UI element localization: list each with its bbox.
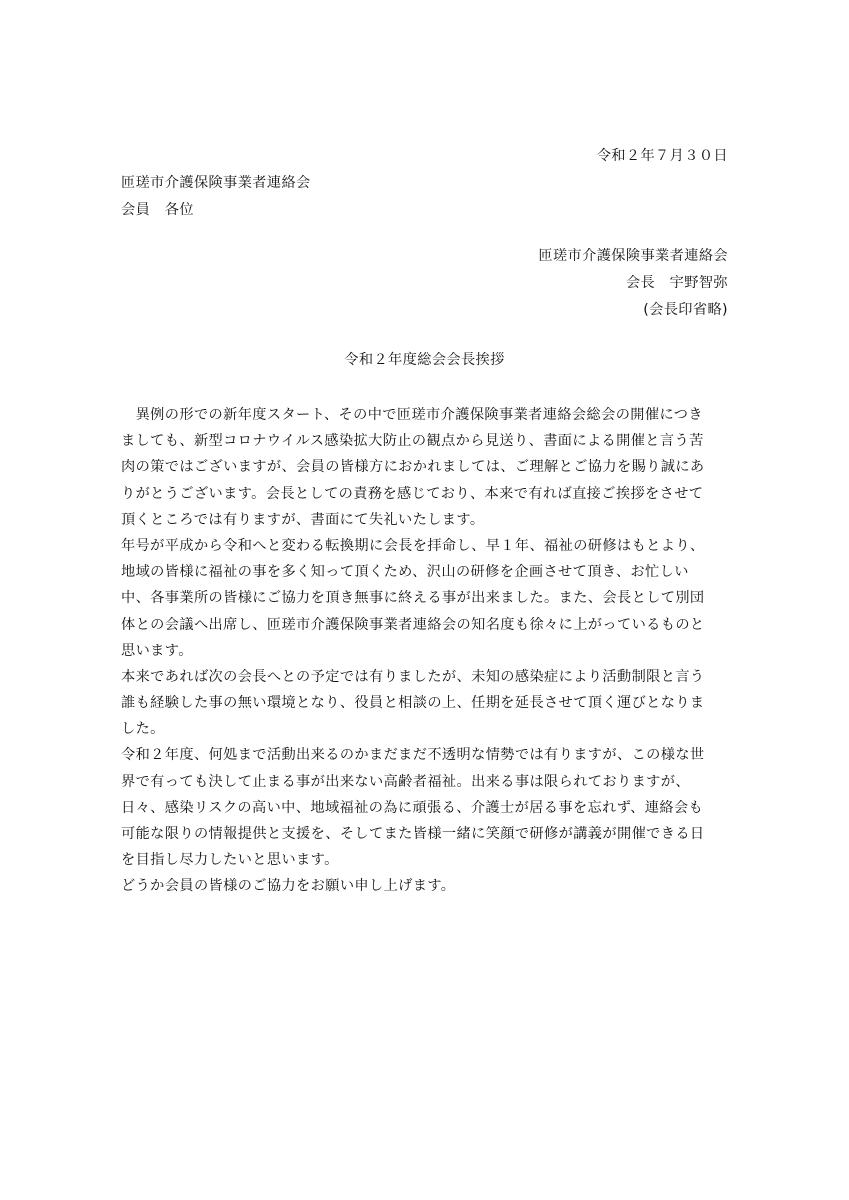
body-line: した。	[121, 721, 165, 738]
sender-chairperson: 会長 宇野智弥	[625, 275, 728, 291]
body-line: 思います。	[121, 642, 193, 659]
body-line: どうか会員の皆様のご協力をお願い申し上げます。	[121, 878, 456, 895]
body-line: 中、各事業所の皆様にご協力を頂き無事に終える事が出来ました。また、会長として別団	[121, 590, 705, 607]
body-line: 誰も経験した事の無い環境となり、役員と相談の上、任期を延長させて頂く運びとなりま	[121, 695, 705, 712]
body-line: 可能な限りの情報提供と支援を、そしてまた皆様一緒に笑顔で研修が講義が開催できる日	[121, 826, 705, 842]
document-title: 令和２年度総会会長挨拶	[344, 352, 505, 368]
body-line: 本来であれば次の会長へとの予定では有りましたが、未知の感染症により活動制限と言う	[121, 668, 705, 685]
body-line: 異例の形での新年度スタート、その中で匝瑳市介護保険事業者連絡会総会の開催につき	[121, 407, 703, 423]
recipient-members: 会員 各位	[121, 202, 194, 218]
recipient-organization: 匝瑳市介護保険事業者連絡会	[121, 175, 311, 191]
seal-omitted-note: (会長印省略)	[643, 302, 728, 318]
sender-organization: 匝瑳市介護保険事業者連絡会	[538, 248, 728, 264]
letter-date: 令和２年７月３０日	[596, 148, 728, 164]
body-line: 肉の策ではございますが、会員の皆様方におかれましては、ご理解とご協力を賜り誠にあ	[121, 459, 705, 476]
body-line: を目指し尽力したいと思います。	[121, 852, 339, 869]
body-line: 頂くところでは有りますが、書面にて失礼いたします。	[121, 511, 485, 528]
body-line: 地域の皆様に福祉の事を多く知って頂くため、沢山の研修を企画させて頂き、お忙しい	[121, 564, 689, 581]
body-line: 日々、感染リスクの高い中、地域福祉の為に頑張る、介護士が居る事を忘れず、連絡会も	[121, 799, 704, 816]
body-line: りがとうございます。会長としての責務を感じており、本来で有れば直接ご挨拶をさせて	[121, 485, 704, 502]
body-line: 年号が平成から令和へと変わる転換期に会長を拝命し、早１年、福祉の研修はもとより、	[121, 537, 705, 554]
body-line: 体との会議へ出席し、匝瑳市介護保険事業者連絡会の知名度も徐々に上がっているものと	[121, 616, 705, 633]
body-line: ましても、新型コロナウイルス感染拡大防止の観点から見送り、書面による開催と言う苦	[121, 433, 704, 450]
body-line: 界で有っても決して止まる事が出来ない高齢者福祉。出来る事は限られておりますが、	[121, 773, 690, 790]
body-line: 令和２年度、何処まで活動出来るのかまだまだ不透明な情勢では有りますが、この様な世	[121, 747, 705, 764]
letter-body	[121, 405, 761, 903]
